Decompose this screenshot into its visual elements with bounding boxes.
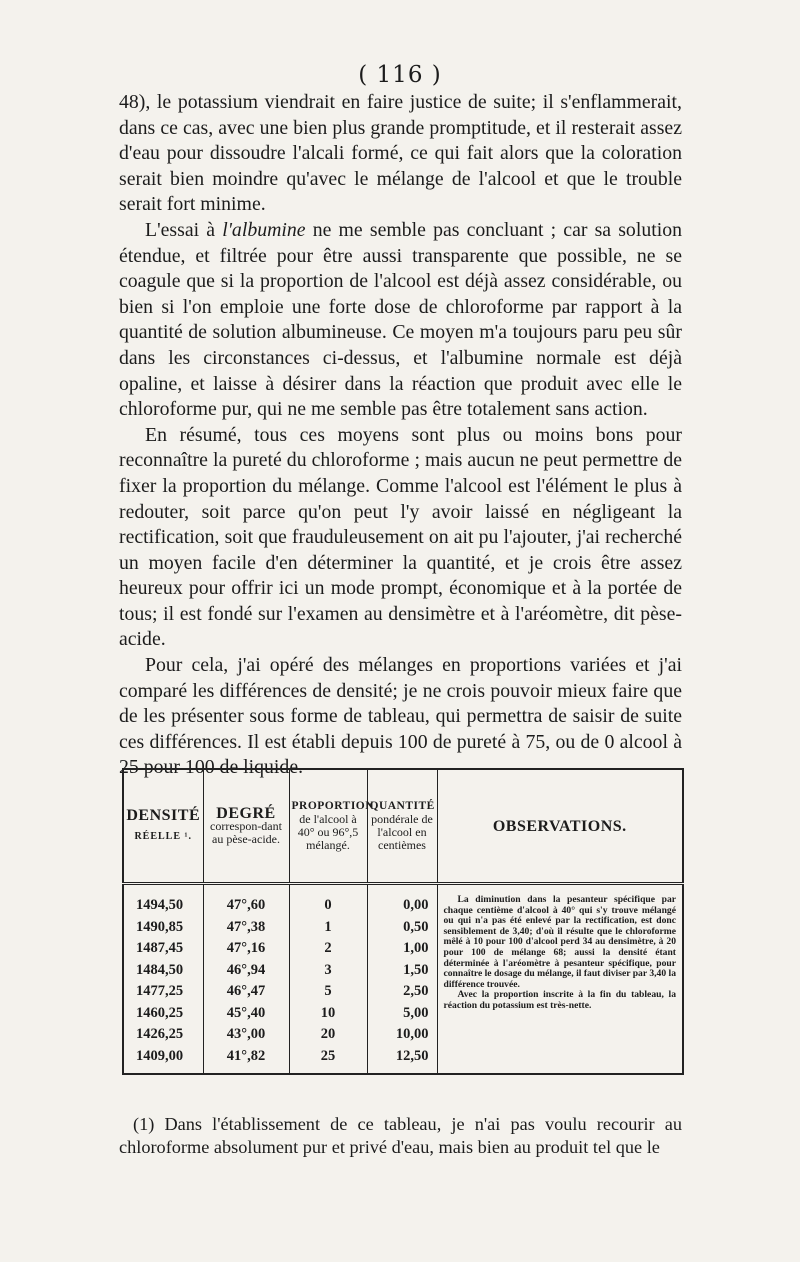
table-cell: 43°,00	[203, 1024, 289, 1046]
paragraph-3: En résumé, tous ces moyens sont plus ou moins bons pour reconnaître la pureté du chloroforme ; mais aucun ne peut permettre de fixer la proportion du mélange. Comme l'alcool est l'élément le plus à redouter, soit parce qu'on peut l'y avoir laissé en négligeant la rectification, soit que frauduleusement on ait pu l'ajouter, j'ai recherché un moyen facile d'en déterminer la quantité, et je crois être assez heureux pour offrir ici un mode prompt, économique et à la portée de tous; il est fondé sur l'examen au densimètre et à l'aréomètre, dit pèse-acide.	[119, 423, 682, 651]
page-number: ( 116 )	[358, 62, 442, 88]
table-cell: 1490,85	[123, 917, 203, 939]
paragraph-2-start: L'essai à	[145, 218, 223, 241]
table-cell: 12,50	[367, 1046, 437, 1075]
paragraph-2-rest: ne me semble pas concluant ; car sa solution étendue, et filtrée pour être aussi transparente que possible, ne se coagule que si la proportion de l'alcool est déjà assez considérable, ou bien si l'on emploie une forte dose de chloroforme par rapport à la quantité de solution albumineuse. Ce moyen m'a toujours paru peu sûr dans les circonstances ci-dessus, et l'albumine normale est déjà opaline, et laisse à désirer dans la réaction que produit avec elle le chloroforme pur, qui ne me semble pas être totalement sans action.	[119, 218, 682, 421]
density-table-wrapper	[122, 768, 682, 1075]
table-cell: 46°,47	[203, 981, 289, 1003]
table-cell: 45°,40	[203, 1003, 289, 1025]
table-header-row	[123, 769, 683, 884]
paragraph-1: 48), le potassium viendrait en faire justice de suite; il s'enflammerait, dans ce cas, avec une bien plus grande promptitude, et il resterait assez d'eau pour dissoudre l'alcali formé, ce qui fait alors que la coloration serait bien moindre qu'avec le mélange de l'alcool et que le trouble serait fort minime.	[119, 91, 682, 216]
table-cell: 0	[289, 884, 367, 917]
table-cell: 0,00	[367, 884, 437, 917]
table-cell: 10	[289, 1003, 367, 1025]
table-cell: 10,00	[367, 1024, 437, 1046]
table-cell: 46°,94	[203, 960, 289, 982]
header-densite: DENSITÉ RÉELLE ¹.	[123, 769, 203, 884]
albumine-emphasis: l'albumine	[222, 218, 306, 241]
footnote	[119, 1113, 682, 1159]
table-cell: 1460,25	[123, 1003, 203, 1025]
table-body	[123, 884, 683, 1075]
table-cell: 41°,82	[203, 1046, 289, 1075]
table-cell: 1494,50	[123, 884, 203, 917]
table-cell: 1,50	[367, 960, 437, 982]
table-cell: 1477,25	[123, 981, 203, 1003]
table-cell: 2,50	[367, 981, 437, 1003]
body-text	[119, 90, 682, 781]
table-cell: 5,00	[367, 1003, 437, 1025]
observations-cell	[437, 884, 683, 1075]
table-cell: 0,50	[367, 917, 437, 939]
table-cell: 47°,16	[203, 938, 289, 960]
paragraph-4: Pour cela, j'ai opéré des mélanges en proportions variées et j'ai comparé les différences de densité; je ne crois pouvoir mieux faire que de les présenter sous forme de tableau, qui permettra de saisir de suite ces différences. Il est établi depuis 100 de pureté à 75, ou de 0 alcool à 25 pour 100 de liquide.	[119, 654, 682, 779]
table-cell: 20	[289, 1024, 367, 1046]
header-quantite: QUANTITÉ pondérale de l'alcool en centièmes	[367, 769, 437, 884]
table-cell: 25	[289, 1046, 367, 1075]
table-cell: 47°,60	[203, 884, 289, 917]
header-observations: OBSERVATIONS.	[437, 769, 683, 884]
table-row	[123, 884, 683, 917]
table-cell: 1409,00	[123, 1046, 203, 1075]
paragraph-2	[119, 218, 682, 423]
table-cell: 1,00	[367, 938, 437, 960]
table-cell: 1426,25	[123, 1024, 203, 1046]
table-cell: 47°,38	[203, 917, 289, 939]
table-cell: 2	[289, 938, 367, 960]
observation-text: La diminution dans la pesanteur spécifique par chaque centième d'alcool à 40° qui s'y trouve mélangé ou qui n'a pas été enlevé par la rectification, est donc sensiblement de 3,40; d'où il résulte que le chloroforme mêlé à 10 pour 100 d'alcool perd 34 au densimètre, à 20 pour 100 de mélange 68; aussi la densité étant déterminée à l'aréomètre à pesanteur spécifique, pour connaître le dosage du mélange, il faut diviser par 3,40 la différence trouvée.	[443, 894, 676, 990]
header-degre: DEGRÉ correspon-dant au pèse-acide.	[203, 769, 289, 884]
footnote-text: (1) Dans l'établissement de ce tableau, je n'ai pas voulu recourir au chloroforme absolument pur et privé d'eau, mais bien au produit tel que le	[119, 1114, 682, 1157]
table-cell: 5	[289, 981, 367, 1003]
observation-text: Avec la proportion inscrite à la fin du tableau, la réaction du potassium est très-nette.	[443, 989, 676, 1011]
table-cell: 1	[289, 917, 367, 939]
table-cell: 1484,50	[123, 960, 203, 982]
table-cell: 3	[289, 960, 367, 982]
density-table	[122, 768, 684, 1075]
header-proportion: PROPORTION de l'alcool à 40° ou 96°,5 mélangé.	[289, 769, 367, 884]
table-cell: 1487,45	[123, 938, 203, 960]
